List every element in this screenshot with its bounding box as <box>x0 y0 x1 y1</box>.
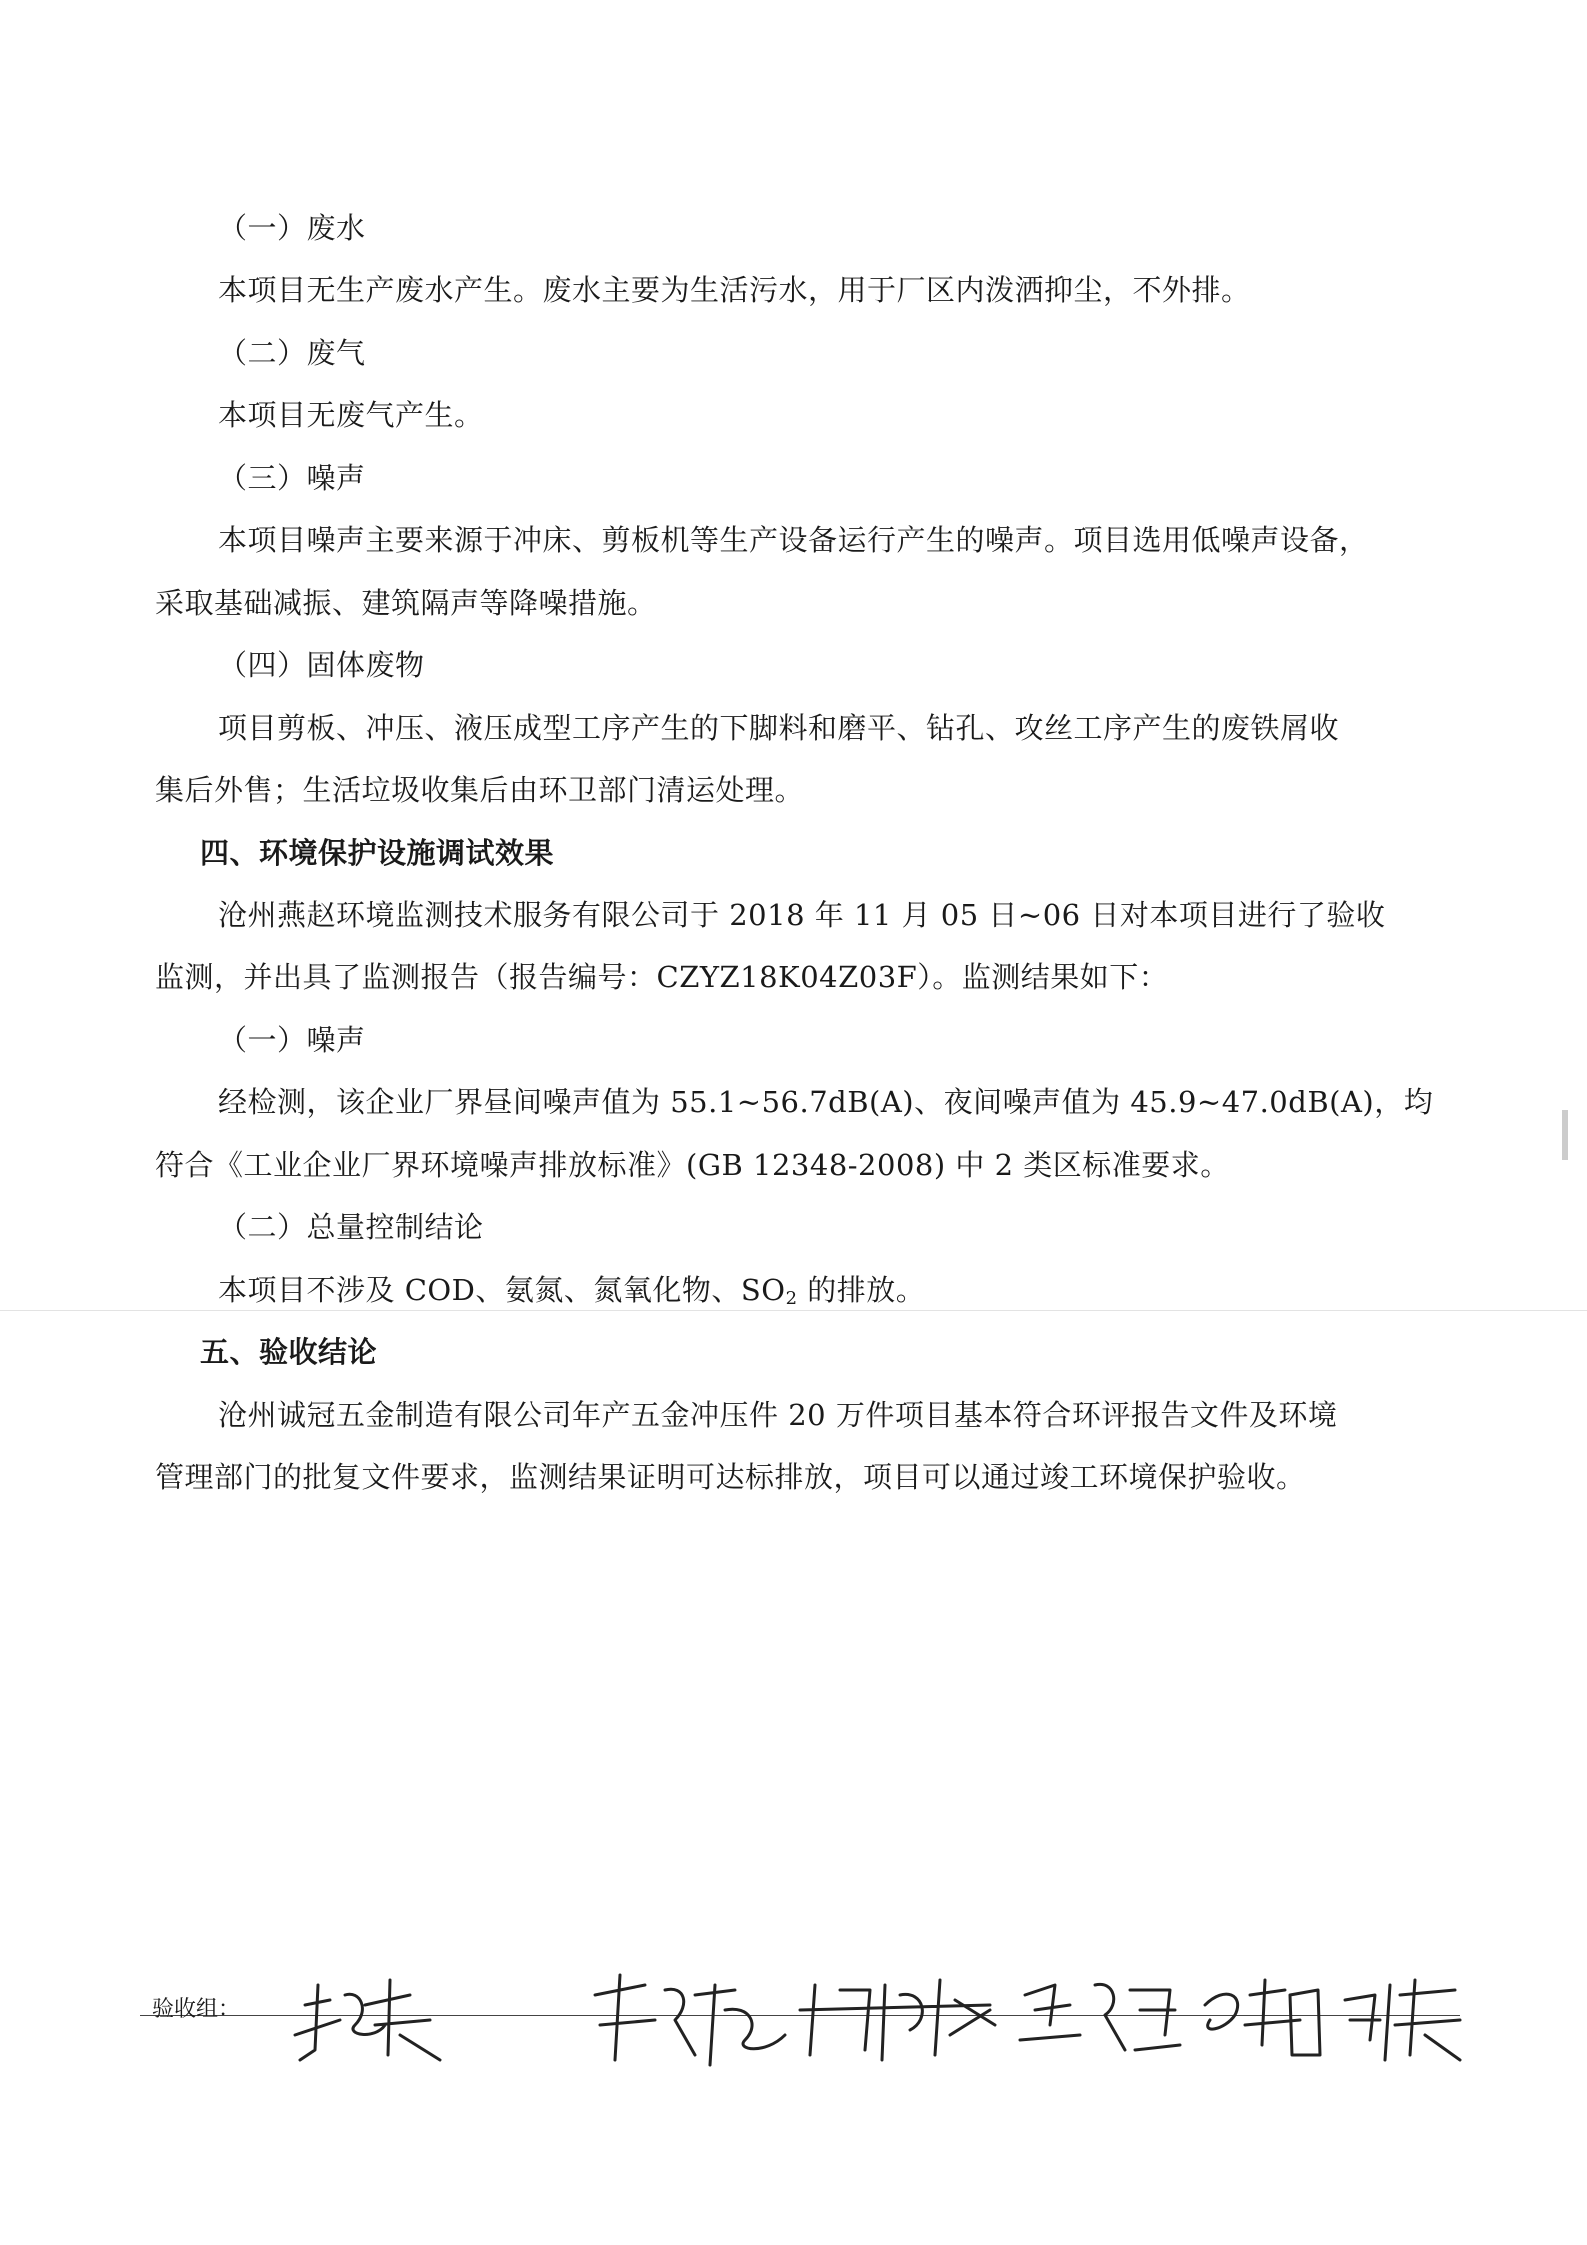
total-control-text-part1: 本项目不涉及 COD、氨氮、氮氧化物、SO <box>218 1273 786 1307</box>
noise-text-line2: 采取基础减振、建筑隔声等降噪措施。 <box>155 586 657 620</box>
section-4-heading: 四、环境保护设施调试效果 <box>200 836 555 870</box>
solid-waste-text-line2: 集后外售；生活垃圾收集后由环卫部门清运处理。 <box>155 773 805 807</box>
total-control-heading: （二）总量控制结论 <box>218 1210 484 1244</box>
section-noise-heading: （三）噪声 <box>218 461 366 495</box>
section-solid-waste-heading: （四）固体废物 <box>218 648 425 682</box>
section-exhaust-heading: （二）废气 <box>218 336 366 370</box>
section-wastewater-heading: （一）废水 <box>218 211 366 245</box>
acceptance-group-label: 验收组： <box>152 1997 241 2022</box>
wastewater-text: 本项目无生产废水产生。废水主要为生活污水，用于厂区内泼洒抑尘，不外排。 <box>218 273 1251 307</box>
section-5-heading: 五、验收结论 <box>200 1335 378 1369</box>
noise-result-line2: 符合《工业企业厂界环境噪声排放标准》(GB 12348-2008) 中 2 类区标准要求。 <box>155 1148 1230 1182</box>
signature-2 <box>585 1965 795 2075</box>
noise-result-heading: （一）噪声 <box>218 1023 366 1057</box>
solid-waste-text-line1: 项目剪板、冲压、液压成型工序产生的下脚料和磨平、钻孔、攻丝工序产生的废铁屑收 <box>218 711 1340 745</box>
noise-text-line1: 本项目噪声主要来源于冲床、剪板机等生产设备运行产生的噪声。项目选用低噪声设备， <box>218 523 1369 557</box>
so2-subscript: 2 <box>785 1288 798 1309</box>
signature-3 <box>790 1965 1000 2075</box>
conclusion-line2: 管理部门的批复文件要求，监测结果证明可达标排放，项目可以通过竣工环境保护验收。 <box>155 1460 1306 1494</box>
noise-result-line1: 经检测，该企业厂界昼间噪声值为 55.1~56.7dB(A)、夜间噪声值为 45.9~47.0dB(A)，均 <box>218 1085 1434 1119</box>
total-control-text-part2: 的排放。 <box>797 1273 926 1307</box>
signature-1 <box>290 1965 450 2075</box>
signature-5 <box>1190 1965 1330 2075</box>
signature-4 <box>1010 1965 1185 2075</box>
exhaust-text: 本项目无废气产生。 <box>218 398 484 432</box>
total-control-text <box>218 1270 1428 1319</box>
scan-artifact-mark <box>1562 1110 1568 1160</box>
monitoring-text-line1: 沧州燕赵环境监测技术服务有限公司于 2018 年 11 月 05 日~06 日对本项目进行了验收 <box>218 898 1386 932</box>
signature-6 <box>1335 1965 1465 2075</box>
monitoring-text-line2: 监测，并出具了监测报告（报告编号：CZYZ18K04Z03F）。监测结果如下： <box>155 960 1169 994</box>
conclusion-line1: 沧州诚冠五金制造有限公司年产五金冲压件 20 万件项目基本符合环评报告文件及环境 <box>218 1398 1338 1432</box>
